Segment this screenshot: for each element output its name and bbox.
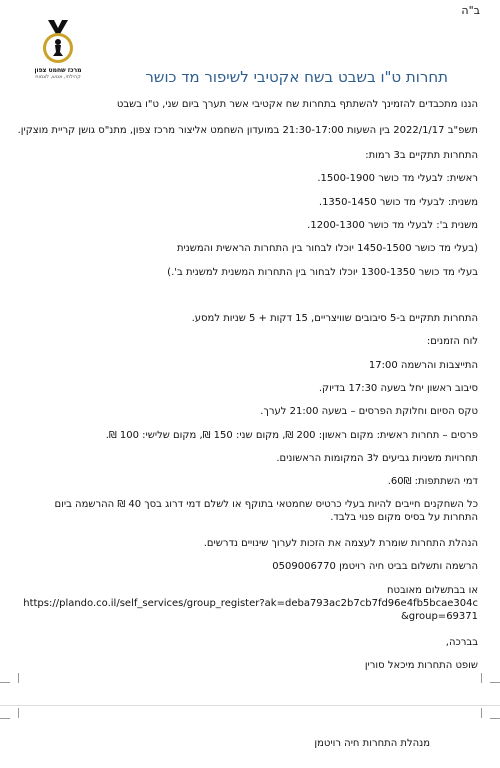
paragraph-choice-note-2: בעלי מד כושר 1300-1350 יוכלו לבחור בין התחרות המשנית למשנית ב'.): [167, 267, 478, 278]
paragraph-regards: בברכה,: [445, 637, 478, 648]
paragraph-schedule-round1: סיבוב ראשון יחל בשעה 17:30 בדיוק.: [318, 383, 478, 394]
header-bh: ב"ה: [461, 4, 480, 17]
page-corner-mark: [490, 718, 500, 719]
paragraph-choice-note-1: (בעלי מד כושר 1450-1500 יוכלו לבחור בין התחרות הראשית והמשנית: [176, 243, 478, 254]
paragraph-level-secondary-b: משנית ב': לבעלי מד כושר 1200-1300.: [307, 220, 478, 231]
footer-organizer: מנהלת התחרות חיה רויטמן: [314, 738, 430, 749]
paragraph-level-main: ראשית: לבעלי מד כושר 1500-1900.: [317, 173, 478, 184]
paragraph-format: התחרות תתקיים ב-5 סיבובים שוויצריים, 15 דקות + 5 שניות למסע.: [191, 313, 478, 324]
paragraph-schedule-checkin: התייצבות והרשמה 17:00: [368, 360, 478, 371]
page-corner-mark: [490, 682, 500, 683]
page-divider: [0, 705, 500, 706]
page-corner-mark: [481, 708, 492, 718]
paragraph-schedule-heading: לוח הזמנים:: [426, 336, 478, 347]
page-corner-mark: [0, 718, 10, 719]
paragraph-prizes: פרסים – תחרות ראשית: מקום ראשון: 200 ₪, מקום שני: 150 ₪, מקום שלישי: 100 ₪.: [105, 430, 478, 441]
logo-title: מרכז שחמט צפון: [34, 67, 82, 74]
paragraph-invitation: הננו מתכבדים להזמינך להשתתף בתחרות שח אקטיבי אשר תערך ביום שני, ט"ו בשבט: [116, 99, 478, 110]
paragraph-date-location: תשפ"ב 2022/1/17 בין השעות 21:30-17:00 במועדון השחמט אליצור מרכז צפון, מתנ"ס גושן קריית מוצקין.: [17, 125, 478, 136]
paragraph-schedule-ceremony: טקס הסיום וחלוקת הפרסים – בשעה 21:00 לערך.: [260, 406, 478, 417]
paragraph-fee: דמי השתתפות: 60₪.: [387, 476, 478, 487]
registration-link[interactable]: https://plando.co.il/self_services/group_register?ak=deba793ac2b7cb7fd96e4fb5bcae304c&group=69371: [23, 598, 478, 622]
paragraph-rating-card: כל השחקנים חייבים להיות בעלי כרטיס שחמטאי בתוקף או לשלם דמי דרוג בסך 40 ₪ ההרשמה ביום התחרות על בסיס מקום פנוי בלבד.: [54, 499, 478, 523]
page-corner-mark: [8, 708, 19, 718]
paragraph-changes: הנהלת התחרות שומרת לעצמה את הזכות לערוך שינויים נדרשים.: [203, 538, 478, 549]
logo-tagline: קהילתי, אנוש, לצמוח: [35, 74, 81, 80]
chess-pawn-logo-icon: [36, 18, 80, 66]
paragraph-signature: שופט התחרות מיכאל סורין: [364, 660, 478, 671]
page-corner-mark: [0, 682, 10, 683]
paragraph-secure-payment: או בבתשלום מאובטח: [386, 585, 478, 596]
paragraph-registration: הרשמה ותשלום בביט חיה רויטמן 0509006770: [272, 561, 478, 572]
paragraph-level-secondary: משנית: לבעלי מד כושר 1350-1450.: [318, 197, 478, 208]
paragraph-levels-intro: התחרות תתקיים ב3 רמות:: [365, 150, 478, 161]
paragraph-cups: תחרויות משניות גביעים ל3 המקומות הראשונים.: [276, 453, 478, 464]
document-title: תחרות ט"ו בשבט בשח אקטיבי לשיפור מד כושר: [145, 68, 448, 86]
